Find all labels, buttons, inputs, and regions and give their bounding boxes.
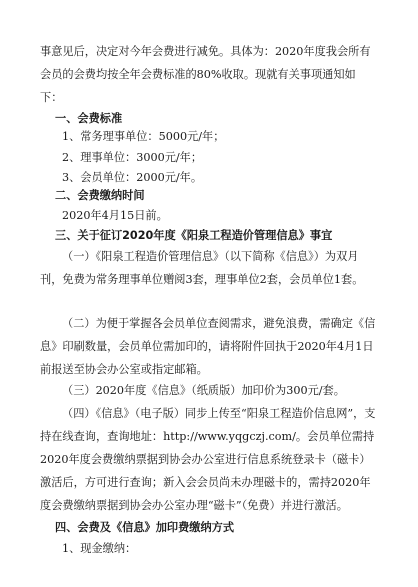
section-3-item-3: （三）2020年度《信息》（纸质版）加印价为300元/套。 xyxy=(62,384,345,397)
section-3-item-4: （四）《信息》（电子版）同步上传至“阳泉工程造价信息网”，支持在线查询，查询地址：http://www.yqgczj.com/。会员单位需持2020年度会费缴纳票据到协会办公室进行信息系统登录卡（磁卡）激活后，方可进行查询；新入会会员尚未办理磁卡的，需持2020年度会费缴纳票据到协会办公室办理“磁卡”（免费）并进行激活。 xyxy=(40,407,376,512)
fee-item-director: 2、理事单位：3000元/年； xyxy=(62,151,203,164)
section-4-heading: 四、会费及《信息》加印费缴纳方式 xyxy=(55,521,235,534)
payment-deadline: 2020年4月15日前。 xyxy=(62,209,168,222)
section-3-heading: 三、关于征订2020年度《阳泉工程造价管理信息》事宜 xyxy=(55,229,333,242)
intro-paragraph: 事意见后，决定对今年会费进行减免。具体为：2020年度我会所有会员的会费均按全年会费标准的80%收取。现就有关事项通知如下： xyxy=(40,45,371,104)
cash-payment-item: 1、现金缴纳： xyxy=(62,542,137,555)
section-2-heading: 二、会费缴纳时间 xyxy=(55,189,145,202)
fee-item-member: 3、会员单位：2000元/年。 xyxy=(62,171,203,184)
section-3-item-1: （一）《阳泉工程造价管理信息》（以下简称《信息》）为双月刊，免费为常务理事单位赠阅3套，理事单位2套，会员单位1套。 xyxy=(40,250,364,286)
section-3-item-2: （二）为便于掌握各会员单位查阅需求，避免浪费，需确定《信息》印刷数量，会员单位需加印的，请将附件回执于2020年4月1日前报送至协会办公室或指定邮箱。 xyxy=(40,317,376,376)
fee-item-standing-director: 1、常务理事单位：5000元/年； xyxy=(62,130,225,143)
section-1-heading: 一、会费标准 xyxy=(55,112,123,125)
